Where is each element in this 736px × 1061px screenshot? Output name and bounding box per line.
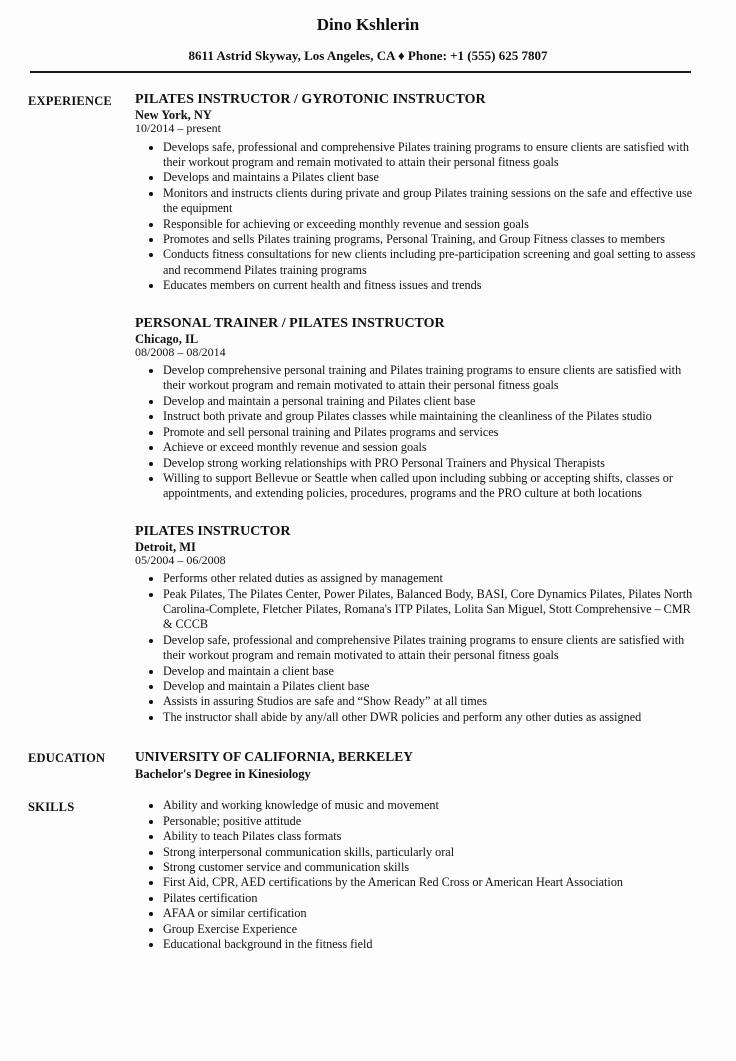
section-skills — [28, 798, 702, 952]
bullet-item: • Develop strong working relationships with PRO Personal Trainers and Physical Therapists — [163, 456, 702, 471]
skill-item: • Strong customer service and communication skills — [163, 860, 702, 875]
skills-label: SKILLS — [28, 800, 75, 815]
section-education — [28, 749, 702, 782]
job-bullet-list — [135, 571, 702, 725]
skill-item: • Pilates certification — [163, 891, 702, 906]
bullet-item: • Develop and maintain a client base — [163, 664, 702, 679]
bullet-item: • Performs other related duties as assigned by management — [163, 571, 702, 586]
bullet-item: • Promotes and sells Pilates training programs, Personal Training, and Group Fitness classes to members — [163, 232, 702, 247]
skill-item: • First Aid, CPR, AED certifications by the American Red Cross or American Heart Association — [163, 875, 702, 890]
job-entry-3 — [135, 524, 702, 726]
skill-item: • Ability and working knowledge of music and movement — [163, 798, 702, 813]
bullet-item: • Willing to support Bellevue or Seattle when called upon including subbing or accepting shifts, classes or appointments, and extending policies, procedures, programs and the PRO culture at both locations — [163, 471, 702, 502]
job-location: Chicago, IL — [135, 331, 199, 346]
job-title: PILATES INSTRUCTOR — [135, 523, 291, 539]
education-label: EDUCATION — [28, 751, 106, 766]
bullet-item: • Develop comprehensive personal training and Pilates training programs to ensure clients are satisfied with their workout program and remain motivated to attain their personal fitness goals — [163, 363, 702, 394]
skill-item: • Educational background in the fitness field — [163, 937, 702, 952]
job-title: PERSONAL TRAINER / PILATES INSTRUCTOR — [135, 315, 445, 331]
skill-item: • Group Exercise Experience — [163, 922, 702, 937]
job-location: Detroit, MI — [135, 539, 196, 554]
bullet-item: • Responsible for achieving or exceeding monthly revenue and session goals — [163, 217, 702, 232]
education-content — [135, 749, 702, 782]
job-location: New York, NY — [135, 108, 212, 122]
job-bullet-list — [135, 363, 702, 502]
skill-item: • Ability to teach Pilates class formats — [163, 829, 702, 844]
skill-item: • Personable; positive attitude — [163, 814, 702, 829]
skill-item: • Strong interpersonal communication skills, particularly oral — [163, 845, 702, 860]
candidate-name: Dino Kshlerin — [316, 15, 420, 34]
job-entry-2 — [135, 316, 702, 502]
job-entry-1 — [135, 92, 702, 294]
job-bullet-list — [135, 140, 702, 294]
job-dates: 08/2008 – 08/2014 — [135, 344, 226, 359]
school-name: UNIVERSITY OF CALIFORNIA, BERKELEY — [135, 749, 414, 765]
bullet-item: • Assists in assuring Studios are safe and “Show Ready” at all times — [163, 694, 702, 709]
contact-line: 8611 Astrid Skyway, Los Angeles, CA ♦ Phone: +1 (555) 625 7807 — [188, 48, 548, 63]
degree-name: Bachelor's Degree in Kinesiology — [135, 767, 311, 782]
skills-list — [135, 798, 702, 952]
bullet-item: • Instruct both private and group Pilates classes while maintaining the cleanliness of the Pilates studio — [163, 409, 702, 424]
experience-content — [135, 92, 702, 725]
bullet-item: • Develop and maintain a Pilates client base — [163, 679, 702, 694]
resume-header — [0, 0, 736, 73]
bullet-item: • Develop safe, professional and comprehensive Pilates training programs to ensure clients are satisfied with their workout program and remain motivated to attain their personal fitness goals — [163, 633, 702, 664]
experience-label: EXPERIENCE — [28, 94, 112, 108]
skill-item: • AFAA or similar certification — [163, 906, 702, 921]
bullet-item: • Develops and maintains a Pilates client base — [163, 170, 702, 185]
bullet-item: • Monitors and instructs clients during private and group Pilates training sessions on the safe and effective use the equipment — [163, 186, 702, 217]
bullet-item: • Develops safe, professional and comprehensive Pilates training programs to ensure clients are satisfied with their workout program and remain motivated to attain their personal fitness goals — [163, 140, 702, 171]
bullet-item: • Achieve or exceed monthly revenue and session goals — [163, 440, 702, 455]
job-dates: 05/2004 – 06/2008 — [135, 552, 226, 567]
bullet-item: • Conducts fitness consultations for new clients including pre-participation screening and goal setting to assess and recommend Pilates training programs — [163, 247, 702, 278]
header-divider — [30, 71, 691, 73]
job-title: PILATES INSTRUCTOR / GYROTONIC INSTRUCTOR — [135, 92, 486, 107]
skills-content — [135, 798, 702, 952]
bullet-item: • Promote and sell personal training and Pilates programs and services — [163, 425, 702, 440]
section-experience — [28, 92, 702, 725]
bullet-item: • Peak Pilates, The Pilates Center, Power Pilates, Balanced Body, BASI, Core Dynamics Pilates, Pilates North Carolina-Complete, Fletcher Pilates, Romana's ITP Pilates, Lolita San Miguel, Stott Comprehensive – CMR & CCCB — [163, 587, 702, 633]
bullet-item: • Develop and maintain a personal training and Pilates client base — [163, 394, 702, 409]
resume-body — [0, 92, 736, 952]
job-dates: 10/2014 – present — [135, 121, 221, 135]
bullet-item: • The instructor shall abide by any/all other DWR policies and perform any other duties as assigned — [163, 710, 702, 725]
bullet-item: • Educates members on current health and fitness issues and trends — [163, 278, 702, 293]
